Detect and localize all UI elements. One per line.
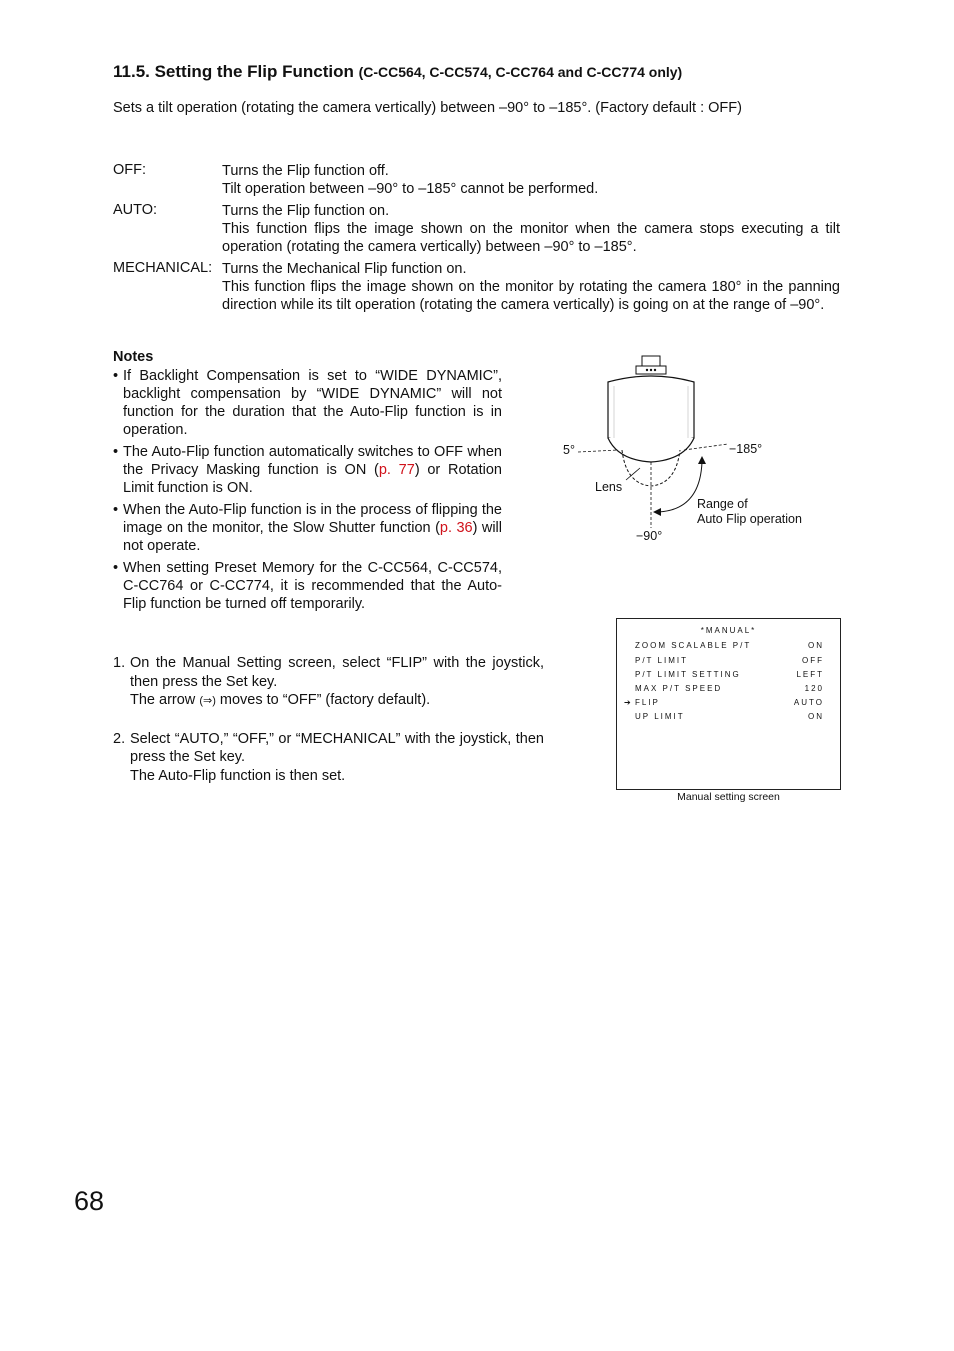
step-number: 1. <box>113 655 126 671</box>
range-arc <box>658 462 702 512</box>
section-title <box>113 62 682 82</box>
page-number: 68 <box>74 1186 105 1216</box>
range-arrow-head <box>698 456 706 464</box>
menu-value: AUTO <box>793 698 824 707</box>
arrow-symbol: (⇒) <box>199 695 216 707</box>
bullet: • <box>113 444 119 460</box>
bullet: • <box>113 368 119 384</box>
steps-list <box>113 654 544 804</box>
bullet: • <box>113 560 119 576</box>
option-off-line: Turns the Flip function off. <box>222 163 389 179</box>
option-auto-line: This function flips the image shown on the monitor when the camera stops executing a tilt operation (rotating the camera vertically) between –90° to –185°. <box>222 221 840 255</box>
note-text: When setting Preset Memory for the C-CC564, C-CC574, C-CC764 or C-CC774, it is recommended that the Auto-Flip function be turned off temporarily. <box>123 560 502 612</box>
menu-value: ON <box>808 641 824 650</box>
notes-list <box>113 367 502 617</box>
option-off-line: Tilt operation between –90° to –185° cannot be performed. <box>222 181 599 197</box>
option-auto-line: Turns the Flip function on. <box>222 203 390 219</box>
screen-title: *MANUAL* <box>700 626 757 635</box>
note-item <box>113 443 502 497</box>
option-auto-desc <box>222 202 840 256</box>
angle-5-label: 5° <box>563 443 575 457</box>
step-text: Select “AUTO,” “OFF,” or “MECHANICAL” with the joystick, then press the Set key. <box>130 730 544 765</box>
camera-body <box>608 376 694 443</box>
angle-90-label: −90° <box>636 529 663 543</box>
step-number: 2. <box>113 730 126 747</box>
menu-value: LEFT <box>796 670 824 679</box>
note-text: ) or Rotation Limit function is ON. <box>123 462 502 496</box>
menu-label: ZOOM SCALABLE P/T <box>635 641 752 650</box>
screen-caption: Manual setting screen <box>677 791 780 803</box>
menu-label: P/T LIMIT SETTING <box>635 670 741 679</box>
note-text: ) will not operate. <box>123 520 502 554</box>
manual-setting-screen <box>616 618 841 790</box>
angle-5-line <box>578 450 618 452</box>
section-title-main: 11.5. Setting the Flip Function <box>113 62 354 81</box>
option-off-term: OFF: <box>113 162 147 178</box>
note-text: The Auto-Flip function automatically switches to OFF when the Privacy Masking function is ON ( <box>123 444 502 478</box>
menu-label: P/T LIMIT <box>635 656 688 665</box>
step-text: The arrow (⇒) moves to “OFF” (factory default). <box>130 692 431 708</box>
bullet: • <box>113 502 119 518</box>
notes-heading: Notes <box>113 349 154 365</box>
option-off-desc <box>222 162 840 198</box>
option-mechanical-desc <box>222 260 840 314</box>
menu-pointer-arrow-icon: ➔ <box>624 698 631 707</box>
angle-185-label: −185° <box>729 442 763 456</box>
range-arrow-head <box>653 508 661 516</box>
intro-text: Sets a tilt operation (rotating the camera vertically) between –90° to –185°. (Factory default : OFF) <box>113 100 742 116</box>
note-text: If Backlight Compensation is set to “WIDE DYNAMIC”, backlight compensation by “WIDE DYNAMIC” will not function for the duration that the Auto-Flip function is in operation. <box>123 368 502 438</box>
menu-value: 120 <box>804 684 824 693</box>
note-item <box>113 559 502 613</box>
page-link-77[interactable]: p. 77 <box>378 462 415 478</box>
option-mechanical-line: Turns the Mechanical Flip function on. <box>222 261 467 277</box>
note-text: When the Auto-Flip function is in the process of flipping the image on the monitor, the Slow Shutter function ( <box>123 502 502 536</box>
option-auto-term: AUTO: <box>113 202 158 218</box>
note-item <box>113 501 502 555</box>
camera-flip-diagram <box>550 350 820 550</box>
menu-value: ON <box>808 712 824 721</box>
step-text: The Auto-Flip function is then set. <box>130 767 346 784</box>
lens-label: Lens <box>595 480 623 494</box>
page-link-36[interactable]: p. 36 <box>439 520 473 536</box>
option-mechanical-line: This function flips the image shown on the monitor by rotating the camera 180° in the panning direction while its tilt operation (rotating the camera vertically) is going on at the range of –90°. <box>222 279 840 313</box>
step-item <box>113 654 544 711</box>
note-item <box>113 367 502 439</box>
menu-label: FLIP <box>635 698 660 707</box>
menu-label: MAX P/T SPEED <box>635 684 723 693</box>
option-mechanical-term: MECHANICAL: <box>113 260 213 276</box>
menu-label: UP LIMIT <box>635 712 685 721</box>
step-item <box>113 730 544 786</box>
section-title-models: (C-CC564, C-CC574, C-CC764 and C-CC774 only) <box>358 64 683 80</box>
camera-dome-housing <box>608 438 694 462</box>
range-label-line1: Range of <box>697 497 748 511</box>
step-text: On the Manual Setting screen, select “FLIP” with the joystick, then press the Set key. <box>130 655 544 690</box>
range-label-line2: Auto Flip operation <box>697 512 802 526</box>
menu-value: OFF <box>802 656 824 665</box>
camera-mount <box>642 356 660 366</box>
